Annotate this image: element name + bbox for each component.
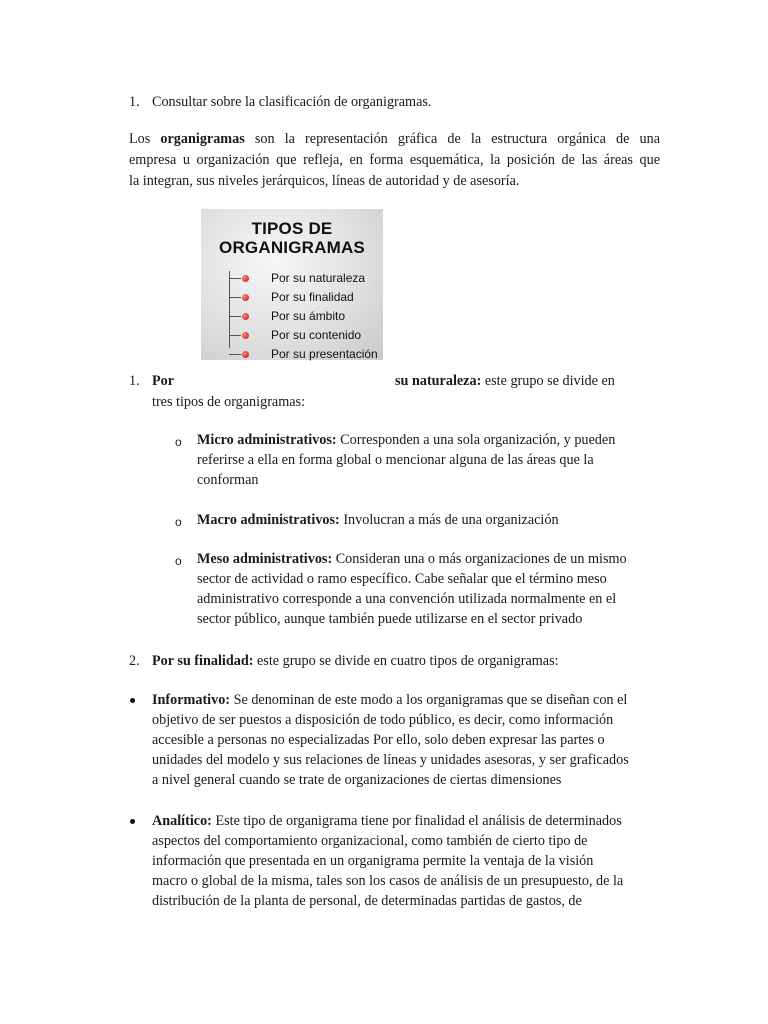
organigram-types-image	[201, 209, 383, 360]
section1-label-line	[395, 371, 615, 391]
meso-line: sector de actividad o ramo específico. Cabe señalar que el término meso	[197, 571, 607, 587]
analitico-line: Este tipo de organigrama tiene por finalidad el análisis de determinados	[215, 813, 622, 829]
intro-pre: Los	[129, 131, 151, 147]
figure-item: Por su ámbito	[242, 307, 378, 326]
figure-item: Por su contenido	[242, 326, 378, 345]
analitico-item	[152, 811, 662, 911]
micro-term: Micro administrativos:	[197, 432, 337, 448]
intro-term: organigramas	[160, 131, 245, 147]
section2-line	[152, 651, 559, 671]
red-bullet-icon	[242, 275, 249, 282]
meso-line: administrativo corresponde a una convención utilizada normalmente en el	[197, 591, 617, 607]
macro-item	[197, 510, 667, 530]
meso-term: Meso administrativos:	[197, 551, 333, 567]
bullet-dot-icon	[130, 698, 135, 703]
figure-item: Por su presentación	[242, 345, 378, 364]
section1-label-b: su naturaleza:	[395, 373, 482, 389]
red-bullet-icon	[242, 332, 249, 339]
informativo-term: Informativo:	[152, 692, 231, 708]
analitico-line: macro o global de la misma, tales son los casos de análisis de un presupuesto, de la	[152, 873, 624, 889]
informativo-line: objetivo de ser puestos a disposición de todo público, es decir, como información	[152, 712, 614, 728]
intro-rest: son la representación gráfica de la estructura orgánica de una	[254, 131, 661, 147]
section1-text-b: tres tipos de organigramas:	[152, 394, 306, 410]
figure-items	[242, 269, 378, 364]
informativo-line: a nivel general cuando se trate de organizaciones de ciertas dimensiones	[152, 772, 562, 788]
meso-line: sector público, aunque también puede utilizarse en el sector privado	[197, 611, 583, 627]
bullet-dot-icon	[130, 819, 135, 824]
section2-label: Por su finalidad:	[152, 653, 254, 669]
informativo-item	[152, 690, 662, 790]
micro-line: conforman	[197, 472, 259, 488]
informativo-line: accesible a personas no especializadas Por ello, solo deben expresar las partes o	[152, 732, 605, 748]
meso-item	[197, 549, 667, 629]
micro-line: referirse a ella en forma global o mencionar alguna de las áreas que la	[197, 452, 594, 468]
figure-title-line1: TIPOS DE	[251, 219, 333, 238]
figure-item: Por su naturaleza	[242, 269, 378, 288]
figure-item: Por su finalidad	[242, 288, 378, 307]
informativo-line: Se denominan de este modo a los organigramas que se diseñan con el	[233, 692, 628, 708]
analitico-line: distribución de la planta de personal, de determinadas partidas de gastos, de	[152, 893, 582, 909]
analitico-line: información que presentada en un organigrama permite la ventaja de la visión	[152, 853, 594, 869]
figure-title-line2: ORGANIGRAMAS	[219, 238, 365, 257]
heading-text: Consultar sobre la clasificación de organigramas.	[152, 94, 432, 110]
analitico-term: Analítico:	[152, 813, 212, 829]
informativo-line: unidades del modelo y sus relaciones de líneas y unidades asesoras, y ser graficados	[152, 752, 629, 768]
red-bullet-icon	[242, 351, 249, 358]
intro-line-2: empresa u organización que refleja, en forma esquemática, la posición de las áreas que	[129, 152, 660, 168]
figure-tree-trunk	[229, 271, 230, 348]
circle-bullet-icon: o	[175, 435, 182, 449]
micro-item	[197, 430, 667, 490]
section1-number: 1.	[129, 373, 140, 389]
section1-text-a: este grupo se divide en	[484, 373, 615, 389]
circle-bullet-icon: o	[175, 554, 182, 568]
meso-line: Consideran una o más organizaciones de un mismo	[335, 551, 627, 567]
heading-number: 1.	[129, 94, 140, 110]
section2-number: 2.	[129, 653, 140, 669]
red-bullet-icon	[242, 294, 249, 301]
micro-line: Corresponden a una sola organización, y pueden	[340, 432, 616, 448]
red-bullet-icon	[242, 313, 249, 320]
analitico-line: aspectos del comportamiento organizacional, como también de cierto tipo de	[152, 833, 588, 849]
circle-bullet-icon: o	[175, 515, 182, 529]
intro-line-3: la integran, sus niveles jerárquicos, líneas de autoridad y de asesoría.	[129, 173, 520, 189]
intro-line-1	[129, 129, 660, 149]
section2-text: este grupo se divide en cuatro tipos de organigramas:	[257, 653, 559, 669]
macro-term: Macro administrativos:	[197, 512, 340, 528]
macro-line: Involucran a más de una organización	[343, 512, 559, 528]
section1-label-a: Por	[152, 373, 175, 389]
